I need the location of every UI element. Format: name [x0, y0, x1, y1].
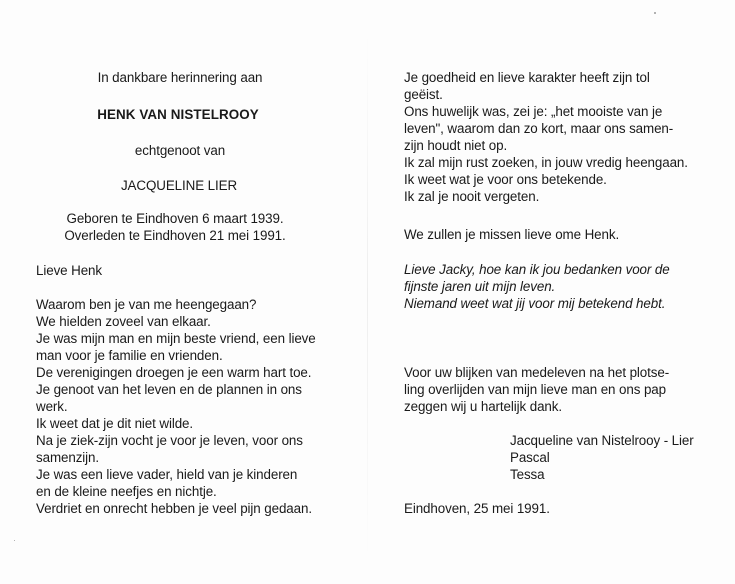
spouse-label: echtgenoot van — [134, 143, 226, 158]
poem-line: Je goedheid en lieve karakter heeft zijn tol — [404, 70, 650, 85]
salutation: Lieve Henk — [36, 263, 102, 278]
poem-line: leven", waarom dan zo kort, maar ons samen- — [404, 121, 674, 136]
poem-line: Je was een lieve vader, hield van je kinderen — [36, 467, 298, 482]
italic-message-line: Niemand weet wat jij voor mij betekend hebt. — [404, 296, 666, 311]
thanks-line: zeggen wij u hartelijk dank. — [404, 399, 562, 414]
paper-speck — [654, 12, 656, 14]
poem-line: en de kleine neefjes en nichtje. — [36, 484, 217, 499]
poem-line: Je was mijn man en mijn beste vriend, een lieve — [36, 331, 316, 346]
poem-line: Verdriet en onrecht hebben je veel pijn gedaan. — [36, 501, 312, 516]
signature-line: Pascal — [510, 450, 550, 465]
poem-line: Ik zal je nooit vergeten. — [404, 189, 540, 204]
poem-line: geëist. — [404, 87, 443, 102]
signature-line: Jacqueline van Nistelrooy - Lier — [510, 433, 694, 448]
poem-line: Waarom ben je van me heengegaan? — [36, 297, 257, 312]
poem-line: zijn houdt niet op. — [404, 138, 508, 153]
poem-line: Na je ziek-zijn vocht je voor je leven, voor ons — [36, 433, 303, 448]
death-line: Overleden te Eindhoven 21 mei 1991. — [64, 228, 286, 243]
intro-text: In dankbare herinnering aan — [97, 70, 263, 85]
poem-line: Ik weet dat je dit niet wilde. — [36, 416, 194, 431]
poem-line: Je genoot van het leven en de plannen in ons — [36, 382, 302, 397]
deceased-name: HENK VAN NISTELROOY — [97, 107, 259, 122]
poem-line: Ik weet wat je voor ons betekende. — [404, 172, 607, 187]
italic-message-line: Lieve Jacky, hoe kan ik jou bedanken voor de — [404, 262, 670, 277]
poem-line: werk. — [36, 399, 68, 414]
signature-line: Tessa — [510, 467, 545, 482]
poem-line: De verenigingen droegen je een warm hart toe. — [36, 365, 312, 380]
thanks-line: ling overlijden van mijn lieve man en ons pap — [404, 382, 666, 397]
poem-line: Ik zal mijn rust zoeken, in jouw vredig heengaan. — [404, 155, 688, 170]
spouse-name: JACQUELINE LIER — [120, 178, 238, 193]
birth-line: Geboren te Eindhoven 6 maart 1939. — [66, 211, 284, 226]
miss-line: We zullen je missen lieve ome Henk. — [404, 227, 620, 242]
poem-line: We hielden zoveel van elkaar. — [36, 314, 211, 329]
poem-line: Ons huwelijk was, zei je: „het mooiste van je — [404, 104, 663, 119]
poem-line: samenzijn. — [36, 450, 100, 465]
center-fold — [367, 30, 368, 560]
thanks-line: Voor uw blijken van medeleven na het plotse- — [404, 365, 670, 380]
paper-speck — [14, 540, 15, 541]
place-date: Eindhoven, 25 mei 1991. — [404, 501, 550, 516]
italic-message-line: fijnste jaren uit mijn leven. — [404, 279, 556, 294]
poem-line: man voor je familie en vrienden. — [36, 348, 223, 363]
